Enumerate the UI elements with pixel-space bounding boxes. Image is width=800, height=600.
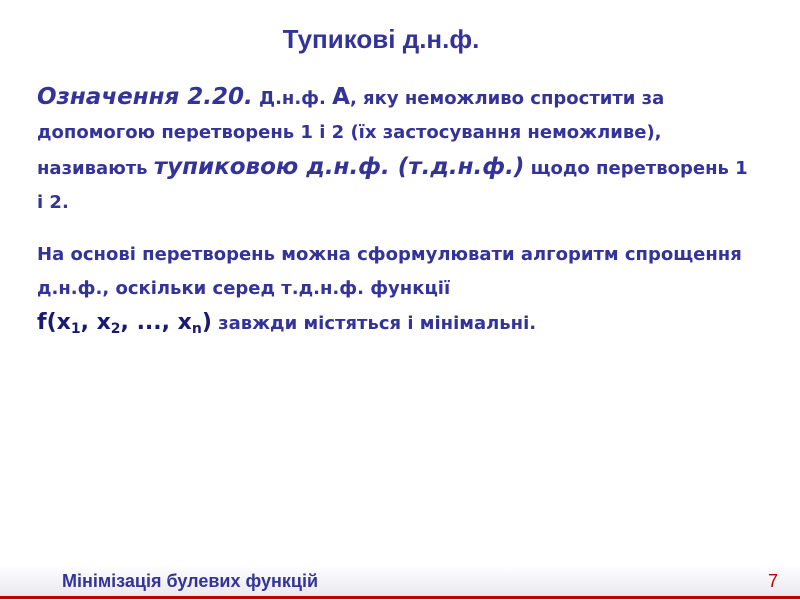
algorithm-paragraph — [37, 238, 757, 341]
func-sep-2: , ..., x — [120, 310, 192, 335]
algorithm-text-2: завжди містяться і мінімальні. — [211, 313, 537, 334]
definition-paragraph — [37, 80, 757, 220]
definition-text-1: Д.н.ф. — [252, 88, 333, 109]
function-notation — [37, 310, 212, 335]
algorithm-text-1: На основі перетворень можна сформулювати алгоритм спрощення д.н.ф., оскільки серед т.д.н.ф. функції — [37, 244, 742, 299]
subscript-2: 2 — [110, 321, 121, 337]
definition-text-2: , яку неможливо спростити за допомогою перетворень 1 і 2 (їх застосування неможливе), називають — [37, 88, 665, 179]
subscript-1: 1 — [70, 321, 81, 337]
defined-term: тупиковою д.н.ф. (т.д.н.ф.) — [153, 154, 525, 180]
footer-divider — [0, 596, 800, 599]
footer-title: Мінімізація булевих функцій — [62, 571, 319, 591]
definition-label: Означення 2.20. — [37, 84, 253, 110]
page-number: 7 — [767, 571, 778, 591]
func-close: ) — [201, 310, 212, 335]
func-sep-1: , x — [80, 310, 111, 335]
definition-text-3: щодо перетворень 1 і 2. — [37, 158, 748, 213]
subscript-n: n — [191, 321, 202, 337]
variable-a: A — [332, 84, 350, 110]
slide-content — [37, 80, 757, 341]
slide-title: Тупикові д.н.ф. — [282, 24, 480, 54]
func-open: f(x — [37, 310, 71, 335]
